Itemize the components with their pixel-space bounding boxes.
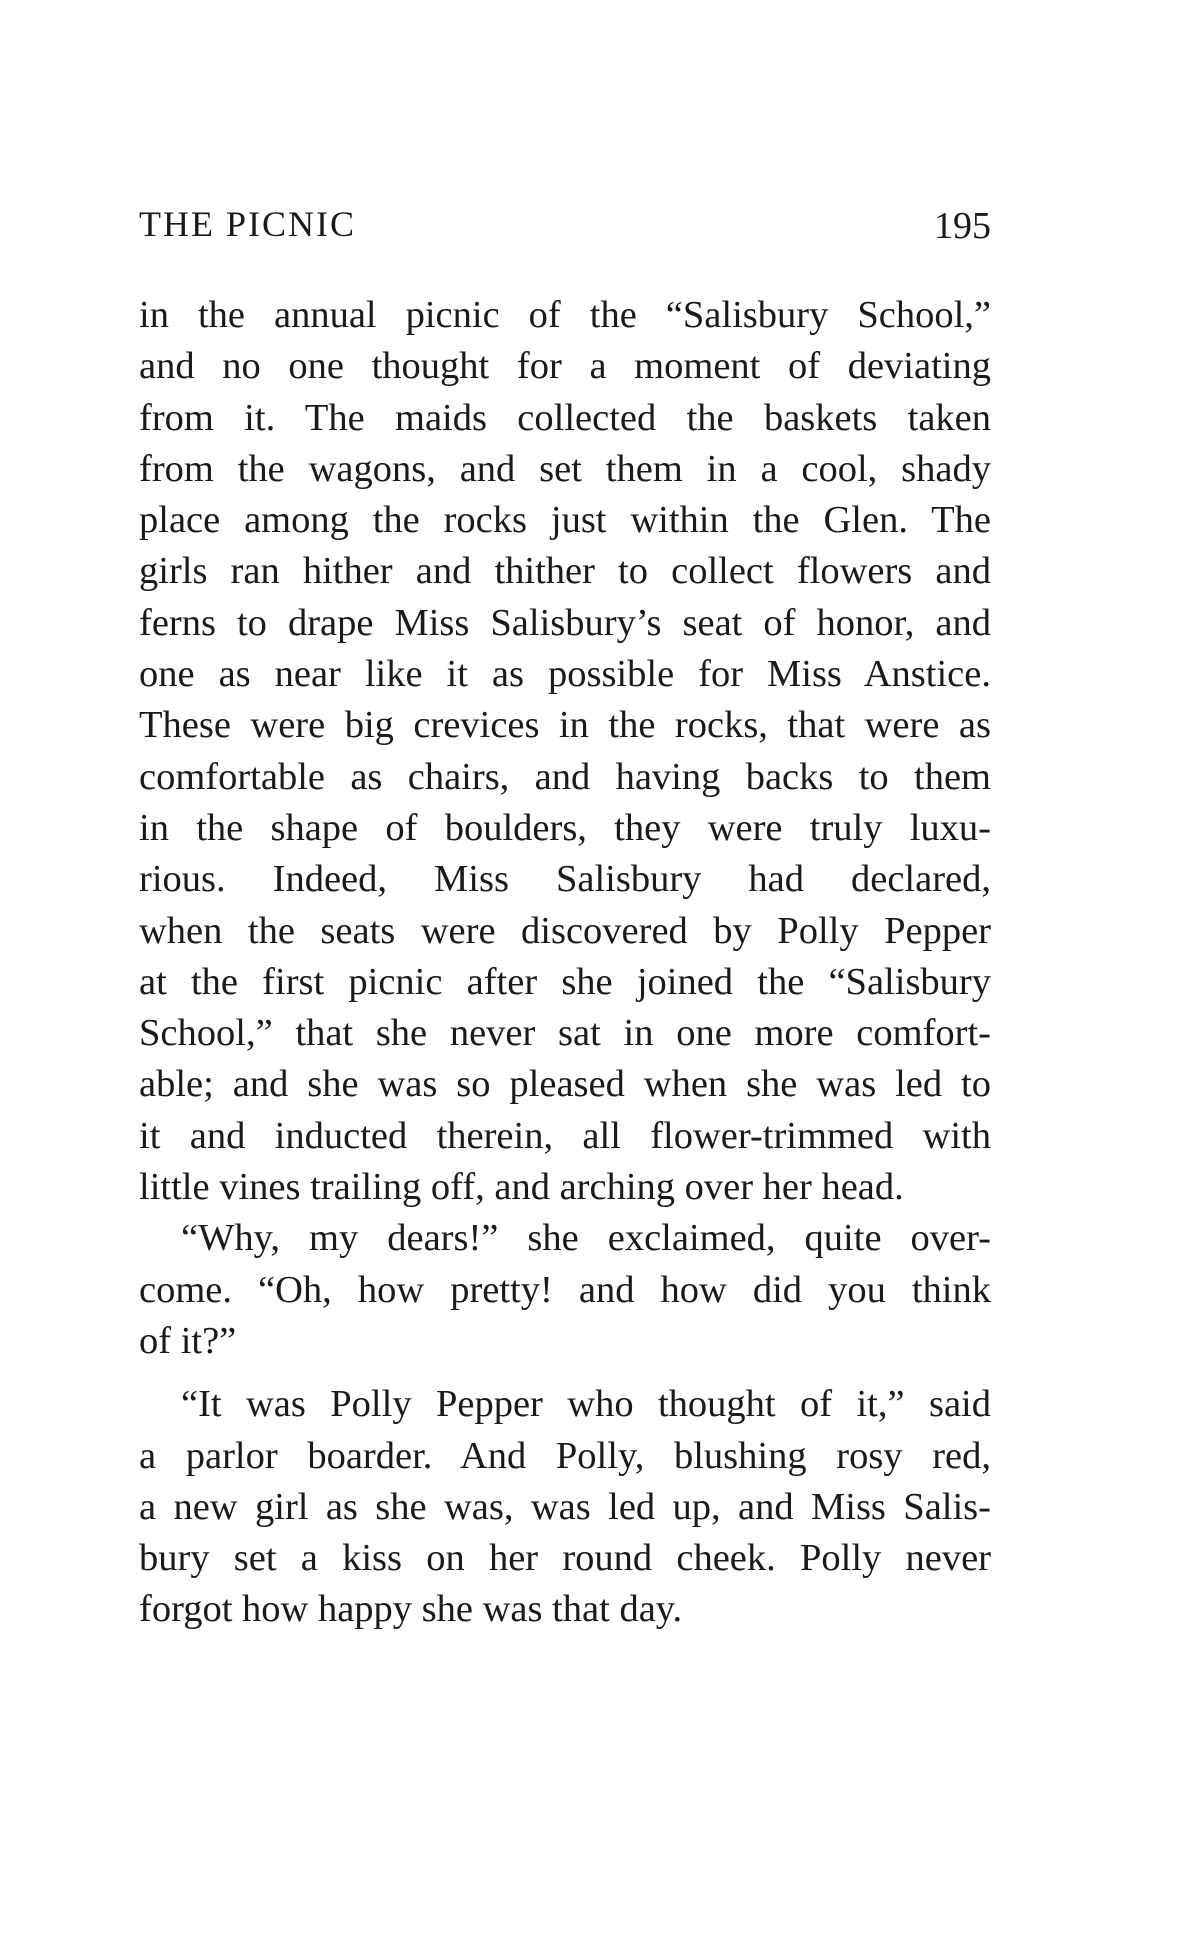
text-line: bury set a kiss on her round cheek. Polly never <box>139 1537 991 1580</box>
text-line: a parlor boarder. And Polly, blushing rosy red, <box>139 1434 991 1477</box>
paragraph-gap <box>139 1367 991 1379</box>
text-line: at the first picnic after she joined the “Salisbury <box>139 960 991 1003</box>
text-line: in the annual picnic of the “Salisbury School,” <box>139 294 991 336</box>
paragraph <box>139 1213 991 1367</box>
text-line: comfortable as chairs, and having backs to them <box>139 755 991 798</box>
text-line: ferns to drape Miss Salisbury’s seat of honor, and <box>139 601 991 644</box>
running-head <box>139 199 991 249</box>
text-line: “It was Polly Pepper who thought of it,” said <box>181 1383 991 1426</box>
text-line: These were big crevices in the rocks, that were as <box>139 704 991 747</box>
paragraph <box>139 290 991 1213</box>
text-line: one as near like it as possible for Miss Anstice. <box>139 653 991 696</box>
text-line: in the shape of boulders, they were truly luxu- <box>139 806 991 849</box>
text-line: a new girl as she was, was led up, and Miss Salis- <box>139 1485 991 1528</box>
text-line: girls ran hither and thither to collect flowers and <box>139 550 991 593</box>
text-line: School,” that she never sat in one more comfort- <box>139 1012 991 1055</box>
text-line: forgot how happy she was that day. <box>139 1588 683 1631</box>
text-line: of it?” <box>139 1319 237 1362</box>
text-line: come. “Oh, how pretty! and how did you think <box>139 1268 991 1311</box>
text-line: from the wagons, and set them in a cool, shady <box>139 447 991 490</box>
chapter-title: THE PICNIC <box>139 204 356 244</box>
text-line: and no one thought for a moment of deviating <box>139 345 991 388</box>
text-line: able; and she was so pleased when she was led to <box>139 1063 991 1106</box>
text-line: when the seats were discovered by Polly Pepper <box>139 909 991 952</box>
page-number: 195 <box>934 205 991 247</box>
text-line: rious. Indeed, Miss Salisbury had declared, <box>139 858 991 901</box>
body-text <box>139 290 991 1636</box>
text-line: place among the rocks just within the Glen. The <box>139 499 991 542</box>
text-line: it and inducted therein, all flower-trimmed with <box>139 1114 991 1157</box>
text-line: “Why, my dears!” she exclaimed, quite over- <box>181 1217 991 1260</box>
text-line: from it. The maids collected the baskets taken <box>139 396 991 439</box>
text-line: little vines trailing off, and arching over her head. <box>139 1166 904 1209</box>
paragraph <box>139 1379 991 1635</box>
